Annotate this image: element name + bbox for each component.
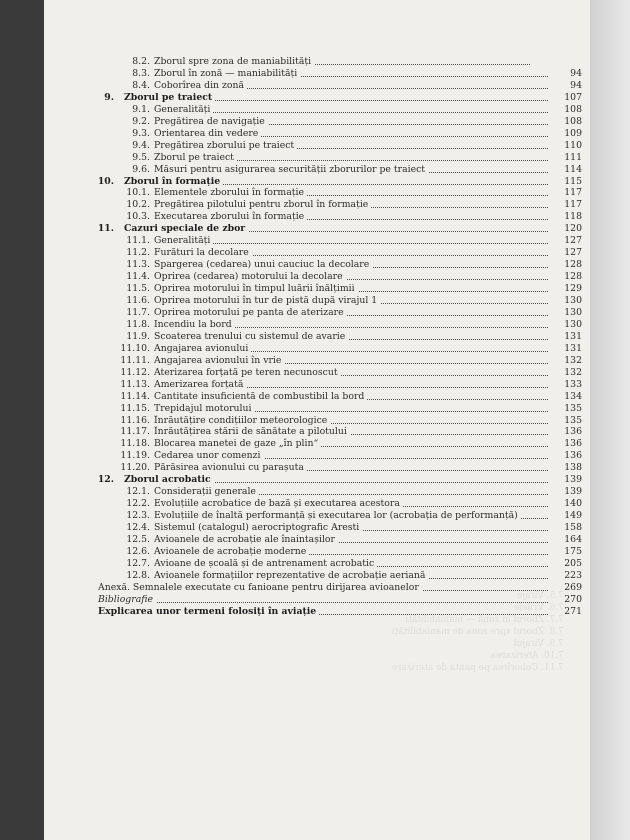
toc-entry-title: Elementele zborului în formație <box>154 187 548 199</box>
toc-entry <box>44 582 590 594</box>
toc-entry-title: Zborul pe traiect <box>124 92 548 104</box>
toc-entry-title: Avioanele de acrobație moderne <box>154 546 548 558</box>
toc-entry-page: 94 <box>570 79 582 91</box>
toc-entry <box>44 450 590 462</box>
toc-entry-number: 11.7. <box>126 306 150 318</box>
toc-entry-number: 12.7. <box>126 557 150 569</box>
toc-entry <box>44 606 590 618</box>
toc-entry-page: 134 <box>564 390 582 402</box>
toc-entry-number: 11.1. <box>126 235 150 247</box>
toc-entry-title: Evoluțiile de înaltă performanță și executarea lor (acrobația de performanță) <box>154 510 548 522</box>
book-page <box>44 0 590 840</box>
toc-entry-title: Generalități <box>154 235 548 247</box>
toc-entry-number: 11.6. <box>126 295 150 306</box>
toc-entry-page: 158 <box>564 522 582 534</box>
toc-entry <box>44 116 590 128</box>
toc-entry-number: 12.4. <box>126 522 150 534</box>
toc-entry-page: 135 <box>564 402 582 414</box>
toc-entry <box>44 498 590 510</box>
toc-entry-title: Cantitate insuficientă de combustibil la bord <box>154 391 548 403</box>
toc-entry-page: 129 <box>564 283 582 295</box>
background-edge <box>588 0 630 840</box>
toc-entry-title: Anexă. Semnalele executate cu fanioane pentru dirijarea avioanelor <box>98 582 548 594</box>
toc-entry-number: 9.1. <box>132 103 150 115</box>
toc-entry-page: 127 <box>564 235 582 247</box>
toc-entry-title: Aterizarea forțată pe teren necunoscut <box>154 367 548 379</box>
toc-entry-title: Oprirea motorului pe panta de aterizare <box>154 307 548 319</box>
toc-entry <box>44 271 590 283</box>
toc-entry-title: Incendiu la bord <box>154 319 548 331</box>
toc-entry <box>44 176 590 188</box>
toc-entry-number: 11. <box>97 223 114 235</box>
toc-entry-page: 132 <box>564 354 582 366</box>
toc-entry-title: Coborîrea din zonă <box>154 80 548 92</box>
toc-entry-title: Oprirea motorului în tur de pistă după virajul 1 <box>154 295 548 307</box>
toc-entry-page: 135 <box>564 414 582 426</box>
toc-entry-page: 136 <box>564 450 582 462</box>
toc-entry-page: 108 <box>564 115 582 127</box>
toc-entry <box>44 510 590 522</box>
toc-entry <box>44 307 590 319</box>
toc-entry-page: 139 <box>564 486 582 498</box>
toc-entry-title: Avioane de școală și de antrenament acrobatic <box>154 558 548 570</box>
toc-entry-title: Considerații generale <box>154 486 548 498</box>
toc-entry-number: 11.14. <box>120 390 150 402</box>
toc-entry-page: 175 <box>564 545 582 557</box>
toc-entry-number: 11.8. <box>126 318 150 330</box>
toc-entry <box>44 594 590 606</box>
toc-entry-number: 9.6. <box>132 163 150 175</box>
toc-entry-number: 11.18. <box>120 438 150 450</box>
toc-entry <box>44 140 590 152</box>
toc-entry-number: 11.5. <box>126 283 150 295</box>
toc-entry <box>44 259 590 271</box>
toc-entry <box>44 223 590 235</box>
toc-entry-title: Zborul spre zona de maniabilități <box>154 56 530 68</box>
toc-entry-number: 11.17. <box>120 426 150 438</box>
toc-entry <box>44 247 590 259</box>
toc-entry-title: Furături la decolare <box>154 247 548 259</box>
toc-entry-page: 108 <box>564 103 582 115</box>
toc-entry <box>44 187 590 199</box>
toc-entry-title: Oprirea motorului în timpul luării înălțimii <box>154 283 548 295</box>
table-of-contents <box>44 0 590 840</box>
toc-entry-page: 164 <box>564 534 582 545</box>
toc-entry <box>44 295 590 307</box>
toc-entry-page: 136 <box>564 426 582 438</box>
toc-entry-number: 10.3. <box>126 211 150 223</box>
toc-entry <box>44 570 590 582</box>
bleed-through-line: 7.9. Virajul <box>513 639 564 649</box>
toc-entry <box>44 104 590 116</box>
toc-entry-number: 12.3. <box>126 510 150 522</box>
toc-entry-title: Orientarea din vedere <box>154 128 548 140</box>
toc-entry <box>44 164 590 176</box>
bleed-through-line: 7.6. Vrilele <box>513 603 564 613</box>
toc-entry-page: 127 <box>564 247 582 259</box>
toc-entry-page: 107 <box>564 91 582 103</box>
toc-entry <box>44 403 590 415</box>
toc-entry-title: Evoluțiile acrobatice de bază și executarea acestora <box>154 498 548 510</box>
toc-entry-title: Oprirea (cedarea) motorului la decolare <box>154 271 548 283</box>
toc-entry <box>44 92 590 104</box>
toc-entry-page: 133 <box>564 378 582 390</box>
toc-entry-number: 11.2. <box>126 247 150 259</box>
toc-entry-page: 149 <box>564 510 582 522</box>
toc-entry <box>44 474 590 486</box>
toc-entry-number: 11.4. <box>126 271 150 283</box>
toc-entry-title: Zborul în formație <box>124 176 548 188</box>
toc-entry <box>44 211 590 223</box>
bleed-through-line: 7.7. Zborul în zonă — maniabilități <box>405 615 564 625</box>
bleed-through-line: 7.10. Aterizarea <box>490 651 564 661</box>
toc-entry-title: Zborul în zonă — maniabilități <box>154 68 548 80</box>
toc-entry-page: 117 <box>564 199 582 211</box>
toc-entry-page: 139 <box>564 474 582 486</box>
toc-entry-number: 9.4. <box>132 139 150 151</box>
toc-entry <box>44 558 590 570</box>
toc-entry-title: Pregătirea zborului pe traiect <box>154 140 548 152</box>
toc-entry-number: 11.10. <box>120 342 150 354</box>
toc-entry-page: 130 <box>564 295 582 306</box>
toc-entry-page: 271 <box>564 605 582 617</box>
toc-entry-title: Zborul acrobatic <box>124 474 548 486</box>
toc-entry-number: 11.11. <box>120 354 150 366</box>
toc-entry-page: 269 <box>564 581 582 593</box>
toc-entry-title: Blocarea manetei de gaze „în plin“ <box>154 438 548 450</box>
toc-entry-title: Măsuri pentru asigurarea securității zborurilor pe traiect <box>154 164 548 176</box>
toc-entry-page: 115 <box>564 175 582 187</box>
toc-entry-number: 8.3. <box>132 67 150 79</box>
toc-entry-number: 9.5. <box>132 151 150 163</box>
toc-entry-number: 11.16. <box>120 414 150 426</box>
toc-entry-page: 136 <box>564 438 582 450</box>
toc-entry-number: 10.1. <box>126 187 150 199</box>
toc-entry-title: Părăsirea avionului cu parașuta <box>154 462 548 474</box>
toc-entry-number: 12.2. <box>126 498 150 510</box>
toc-entry-title: Angajarea avionului în vrie <box>154 355 548 367</box>
toc-entry-number: 12. <box>97 474 114 486</box>
toc-entry-title: Amerizarea forțată <box>154 379 548 391</box>
toc-entry-title: Sistemul (catalogul) aerocriptografic Aresti <box>154 522 548 534</box>
toc-entry-number: 11.9. <box>126 330 150 342</box>
toc-entry-page: 131 <box>564 342 582 354</box>
toc-entry <box>44 426 590 438</box>
toc-entry-title: Pregătirea de navigație <box>154 116 548 128</box>
toc-entry-title: Spargerea (cedarea) unui cauciuc la decolare <box>154 259 548 271</box>
toc-entry-number: 8.4. <box>132 79 150 91</box>
toc-entry <box>44 283 590 295</box>
toc-entry <box>44 415 590 427</box>
toc-entry <box>44 152 590 164</box>
toc-entry <box>44 56 590 68</box>
toc-entry-page: 130 <box>564 306 582 318</box>
toc-entry-number: 11.12. <box>120 366 150 378</box>
toc-entry <box>44 379 590 391</box>
toc-entry-title: Generalități <box>154 104 548 116</box>
toc-entry <box>44 534 590 546</box>
toc-entry <box>44 438 590 450</box>
toc-entry-page: 117 <box>564 187 582 199</box>
toc-entry-title: Înrăutățirea stării de sănătate a pilotului <box>154 426 548 438</box>
toc-entry-number: 9. <box>104 91 114 103</box>
toc-entry-page: 114 <box>564 163 582 175</box>
toc-entry <box>44 319 590 331</box>
toc-entry-number: 11.19. <box>120 450 150 462</box>
toc-entry-page: 132 <box>564 366 582 378</box>
toc-entry-page: 94 <box>570 67 582 79</box>
toc-entry-number: 12.5. <box>126 534 150 545</box>
toc-entry <box>44 128 590 140</box>
toc-entry-number: 10. <box>97 175 114 187</box>
toc-entry-page: 130 <box>564 318 582 330</box>
toc-entry-page: 118 <box>564 211 582 223</box>
toc-entry-page: 140 <box>564 498 582 510</box>
toc-entry-page: 128 <box>564 259 582 271</box>
toc-entry <box>44 199 590 211</box>
toc-entry <box>44 486 590 498</box>
toc-entry <box>44 522 590 534</box>
toc-entry-title: Pregătirea pilotului pentru zborul în formație <box>154 199 548 211</box>
toc-entry-number: 8.2. <box>132 56 150 67</box>
toc-entry-number: 11.15. <box>120 402 150 414</box>
toc-entry-number: 11.3. <box>126 259 150 271</box>
toc-entry <box>44 546 590 558</box>
toc-entry <box>44 367 590 379</box>
toc-entry <box>44 68 590 80</box>
toc-entry-page: 110 <box>564 139 582 151</box>
toc-entry <box>44 331 590 343</box>
toc-entry-title: Executarea zborului în formație <box>154 211 548 223</box>
toc-entry-page: 131 <box>564 330 582 342</box>
toc-entry-title: Cazuri speciale de zbor <box>124 223 548 235</box>
toc-entry-number: 9.3. <box>132 127 150 139</box>
toc-entry-number: 12.6. <box>126 545 150 557</box>
toc-entry-number: 11.13. <box>120 378 150 390</box>
bleed-through-line: 7.5. Viraje <box>516 591 564 601</box>
toc-entry-title: Scoaterea trenului cu sistemul de avarie <box>154 331 548 343</box>
toc-entry-number: 9.2. <box>132 115 150 127</box>
toc-entry-title: Avioanele de acrobație ale înaintașilor <box>154 534 548 546</box>
toc-entry-page: 109 <box>564 127 582 139</box>
toc-entry-title: Înrăutățire condițiilor meteorologice <box>154 415 548 427</box>
toc-entry-number: 12.8. <box>126 569 150 581</box>
toc-entry-title: Trepidajul motorului <box>154 403 548 415</box>
toc-entry-page: 128 <box>564 271 582 283</box>
toc-entry-title: Angajarea avionului <box>154 343 548 355</box>
toc-entry-title: Bibliografie <box>98 594 548 606</box>
toc-entry-title: Explicarea unor termeni folosiți în aviație <box>98 606 548 618</box>
toc-entry-title: Cedarea unor comenzi <box>154 450 548 462</box>
toc-entry-page: 111 <box>564 151 582 163</box>
toc-entry-title: Avioanele formațiilor reprezentative de acrobație aeriană <box>154 570 548 582</box>
toc-entry <box>44 235 590 247</box>
toc-entry <box>44 343 590 355</box>
bleed-through-line: 7.11. Coborîrea pe panta de aterizare <box>391 663 564 673</box>
bleed-through-line: 7.8. Zborul spre zona de maniabilități <box>391 627 564 637</box>
toc-entry <box>44 462 590 474</box>
toc-entry <box>44 80 590 92</box>
toc-entry-page: 138 <box>564 462 582 474</box>
toc-entry-number: 12.1. <box>126 486 150 498</box>
toc-entry-number: 11.20. <box>120 462 150 474</box>
toc-entry-page: 205 <box>564 557 582 569</box>
toc-entry-title: Zborul pe traiect <box>154 152 548 164</box>
toc-entry-page: 270 <box>564 593 582 605</box>
toc-entry-page: 223 <box>564 569 582 581</box>
toc-entry <box>44 355 590 367</box>
toc-entry-number: 10.2. <box>126 199 150 211</box>
toc-entry-page: 120 <box>564 223 582 235</box>
toc-entry <box>44 391 590 403</box>
